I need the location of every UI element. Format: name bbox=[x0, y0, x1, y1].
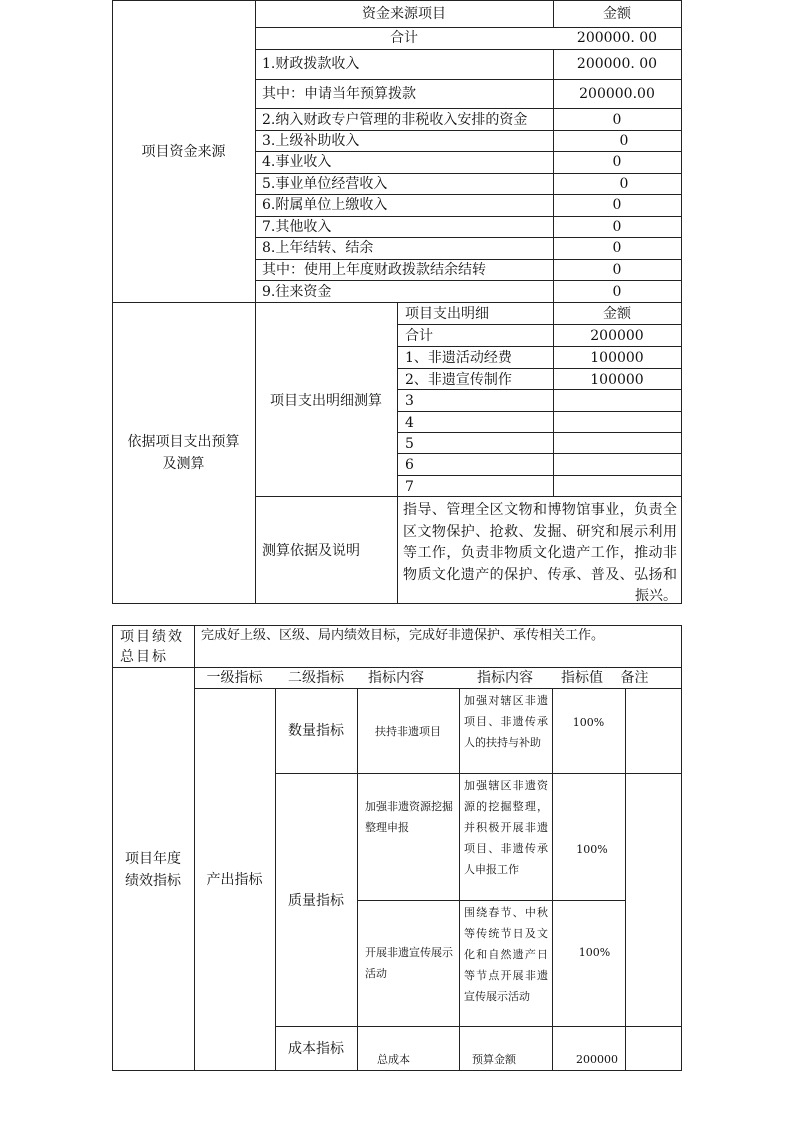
funding-total-label: 合计 bbox=[390, 30, 418, 46]
funding-row-amount: 200000. 00 bbox=[576, 56, 658, 72]
level2-cost: 成本指标 bbox=[288, 1041, 344, 1057]
quality-detail: 加强辖区非遗资源的挖掘整理，并积极开展非遗项目、非遗传承人申报工作 bbox=[464, 779, 548, 876]
cost-detail: 预算金额 bbox=[472, 1053, 516, 1066]
funding-row-amount: 0 bbox=[619, 133, 629, 149]
funding-row-label: 7.其他收入 bbox=[262, 219, 332, 235]
funding-total-amount: 200000. 00 bbox=[576, 30, 658, 46]
funding-row-label: 2.纳入财政专户管理的非税收入安排的资金 bbox=[262, 112, 528, 128]
quantity-content: 扶持非遗项目 bbox=[375, 725, 441, 738]
expenditure-row-label: 3 bbox=[405, 393, 414, 409]
expenditure-section-label-2: 及测算 bbox=[162, 456, 205, 472]
header-content: 指标内容 bbox=[368, 670, 424, 686]
funding-section-label: 项目资金来源 bbox=[141, 144, 226, 160]
quality-value: 100% bbox=[576, 843, 608, 856]
funding-row-label: 1.财政拨款收入 bbox=[262, 56, 360, 72]
level1-output: 产出指标 bbox=[206, 872, 263, 888]
funding-row-label: 其中：申请当年预算拨款 bbox=[262, 86, 416, 102]
overall-goal-text: 完成好上级、区级、局内绩效目标，完成好非遗保护、承传相关工作。 bbox=[201, 628, 605, 643]
header-remark: 备注 bbox=[620, 670, 649, 686]
expenditure-row-label: 2、非遗宣传制作 bbox=[405, 372, 512, 388]
funding-row-amount: 200000.00 bbox=[579, 86, 655, 102]
funding-row-label: 其中：使用上年度财政拨款结余结转 bbox=[262, 262, 486, 278]
header-level1: 一级指标 bbox=[206, 670, 263, 686]
cost-value: 200000 bbox=[576, 1053, 618, 1066]
annual-indicator-label: 项目年度 bbox=[125, 851, 181, 867]
quality-detail: 围绕春节、中秋等传统节日及文化和自然遗产日等节点开展非遗宣传展示活动 bbox=[464, 906, 548, 1003]
quality-content: 开展非遗宣传展示活动 bbox=[365, 946, 453, 980]
funding-row-amount: 0 bbox=[619, 176, 629, 192]
funding-row-label: 9.往来资金 bbox=[262, 284, 332, 300]
level2-quantity: 数量指标 bbox=[288, 723, 344, 739]
funding-row-amount: 0 bbox=[612, 262, 622, 278]
funding-row-amount: 0 bbox=[612, 240, 622, 256]
funding-header-item: 资金来源项目 bbox=[362, 6, 446, 22]
expenditure-detail-label: 项目支出明细测算 bbox=[270, 393, 382, 409]
expenditure-row-label: 合计 bbox=[405, 328, 433, 344]
header-content-2: 指标内容 bbox=[477, 670, 533, 686]
expenditure-header-amount: 金额 bbox=[603, 306, 631, 322]
level2-quality: 质量指标 bbox=[288, 893, 344, 909]
funding-row-label: 8.上年结转、结余 bbox=[262, 240, 374, 256]
expenditure-row-label: 5 bbox=[405, 436, 414, 452]
header-level2: 二级指标 bbox=[288, 670, 344, 686]
funding-row-amount: 0 bbox=[612, 219, 622, 235]
annual-indicator-label-2: 绩效指标 bbox=[125, 873, 181, 889]
funding-row-label: 5.事业单位经营收入 bbox=[262, 176, 388, 192]
cost-content: 总成本 bbox=[377, 1053, 410, 1066]
quality-value: 100% bbox=[578, 946, 611, 959]
quality-content: 加强非遗资源挖掘整理申报 bbox=[365, 800, 453, 834]
funding-row-label: 3.上级补助收入 bbox=[262, 133, 360, 149]
overall-goal-label: 项目绩效总目标 bbox=[120, 629, 184, 665]
funding-row-label: 4.事业收入 bbox=[262, 154, 332, 170]
expenditure-row-amount: 100000 bbox=[590, 372, 644, 388]
funding-row-label: 6.附属单位上缴收入 bbox=[262, 197, 388, 213]
expenditure-section-label: 依据项目支出预算 bbox=[127, 434, 240, 450]
quantity-detail: 加强对辖区非遗项目、非遗传承人的扶持与补助 bbox=[464, 694, 548, 749]
funding-header-amount: 金额 bbox=[603, 6, 631, 22]
basis-label: 测算依据及说明 bbox=[262, 543, 360, 559]
expenditure-row-label: 6 bbox=[405, 457, 414, 473]
expenditure-row-label: 7 bbox=[405, 479, 414, 495]
funding-row-amount: 0 bbox=[612, 112, 622, 128]
funding-row-amount: 0 bbox=[612, 284, 622, 300]
expenditure-row-amount: 200000 bbox=[590, 328, 644, 344]
funding-row-amount: 0 bbox=[612, 154, 622, 170]
expenditure-header-item: 项目支出明细 bbox=[405, 306, 489, 322]
header-value: 指标值 bbox=[561, 670, 603, 686]
expenditure-row-amount: 100000 bbox=[590, 350, 644, 366]
expenditure-row-label: 1、非遗活动经费 bbox=[405, 350, 512, 366]
funding-row-amount: 0 bbox=[612, 197, 622, 213]
quantity-value: 100% bbox=[572, 716, 605, 729]
expenditure-row-label: 4 bbox=[405, 415, 414, 431]
basis-text: 指导、管理全区文物和博物馆事业，负责全区文物保护、抢救、发掘、研究和展示利用等工作，负责非物质文化遗产工作，推动非物质文化遗产的保护、传承、普及、弘扬和振兴。 bbox=[403, 502, 677, 604]
